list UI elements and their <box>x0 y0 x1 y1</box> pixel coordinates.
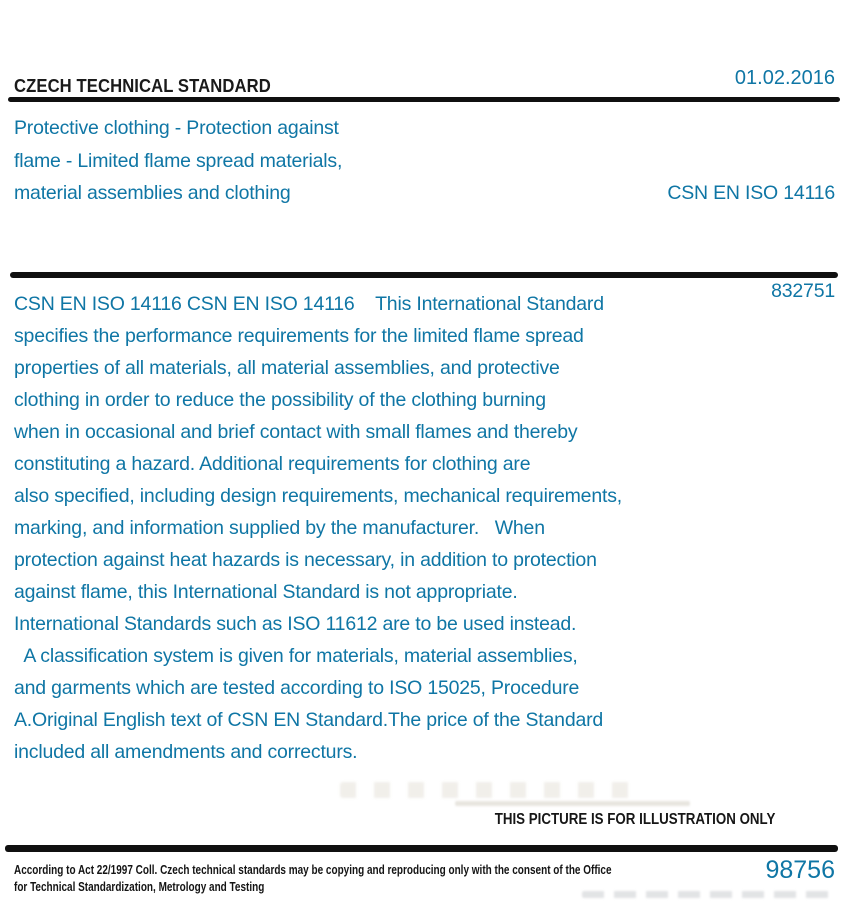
text-line: flame - Limited flame spread materials, <box>14 149 343 172</box>
page-title: CZECH TECHNICAL STANDARD <box>14 75 271 96</box>
text-line: included all amendments and correcturs. <box>14 741 358 763</box>
standard-title <box>14 112 342 210</box>
text-line: Protective clothing - Protection against <box>14 117 339 139</box>
issue-date: 01.02.2016 <box>734 67 835 89</box>
text-line: clothing in order to reduce the possibility of the clothing burning <box>14 389 546 411</box>
copyright-line: for Technical Standardization, Metrology and Testing <box>14 878 265 894</box>
text-line: also specified, including design requirements, mechanical requirements, <box>14 485 622 507</box>
abstract-text <box>14 288 622 768</box>
ghost-watermark <box>455 801 690 806</box>
text-line: International Standards such as ISO 11612 are to be used instead. <box>14 613 577 635</box>
ghost-watermark <box>340 782 630 798</box>
text-line: CSN EN ISO 14116 CSN EN ISO 14116 This International Standard <box>14 293 604 315</box>
illustration-note: THIS PICTURE IS FOR ILLUSTRATION ONLY <box>494 811 775 828</box>
text-line: against flame, this International Standard is not appropriate. <box>14 581 518 603</box>
text-line: constituting a hazard. Additional requirements for clothing are <box>14 453 531 475</box>
copyright-line: According to Act 22/1997 Coll. Czech technical standards may be copying and reproducing only with the consent of the Office <box>14 862 612 877</box>
text-line: A classification system is given for materials, material assemblies, <box>14 645 578 667</box>
text-line: material assemblies and clothing <box>14 182 291 204</box>
text-line: when in occasional and brief contact with small flames and thereby <box>14 421 578 443</box>
header-rule <box>8 97 840 102</box>
ghost-watermark <box>582 891 830 898</box>
text-line: and garments which are tested according to ISO 15025, Procedure <box>14 677 580 699</box>
standard-identifiers <box>667 112 835 372</box>
document-number: 98756 <box>765 856 835 884</box>
standard-class-number: 832751 <box>771 279 835 302</box>
text-line: marking, and information supplied by the manufacturer. When <box>14 517 545 539</box>
standard-designation: CSN EN ISO 14116 <box>667 182 835 204</box>
footer-rule <box>5 845 838 852</box>
text-line: properties of all materials, all material assemblies, and protective <box>14 357 560 379</box>
text-line: A.Original English text of CSN EN Standard.The price of the Standard <box>14 709 604 731</box>
copyright-notice <box>14 862 612 895</box>
text-line: specifies the performance requirements for the limited flame spread <box>14 325 584 347</box>
text-line: protection against heat hazards is necessary, in addition to protection <box>14 549 597 571</box>
title-separator-rule <box>10 272 838 278</box>
